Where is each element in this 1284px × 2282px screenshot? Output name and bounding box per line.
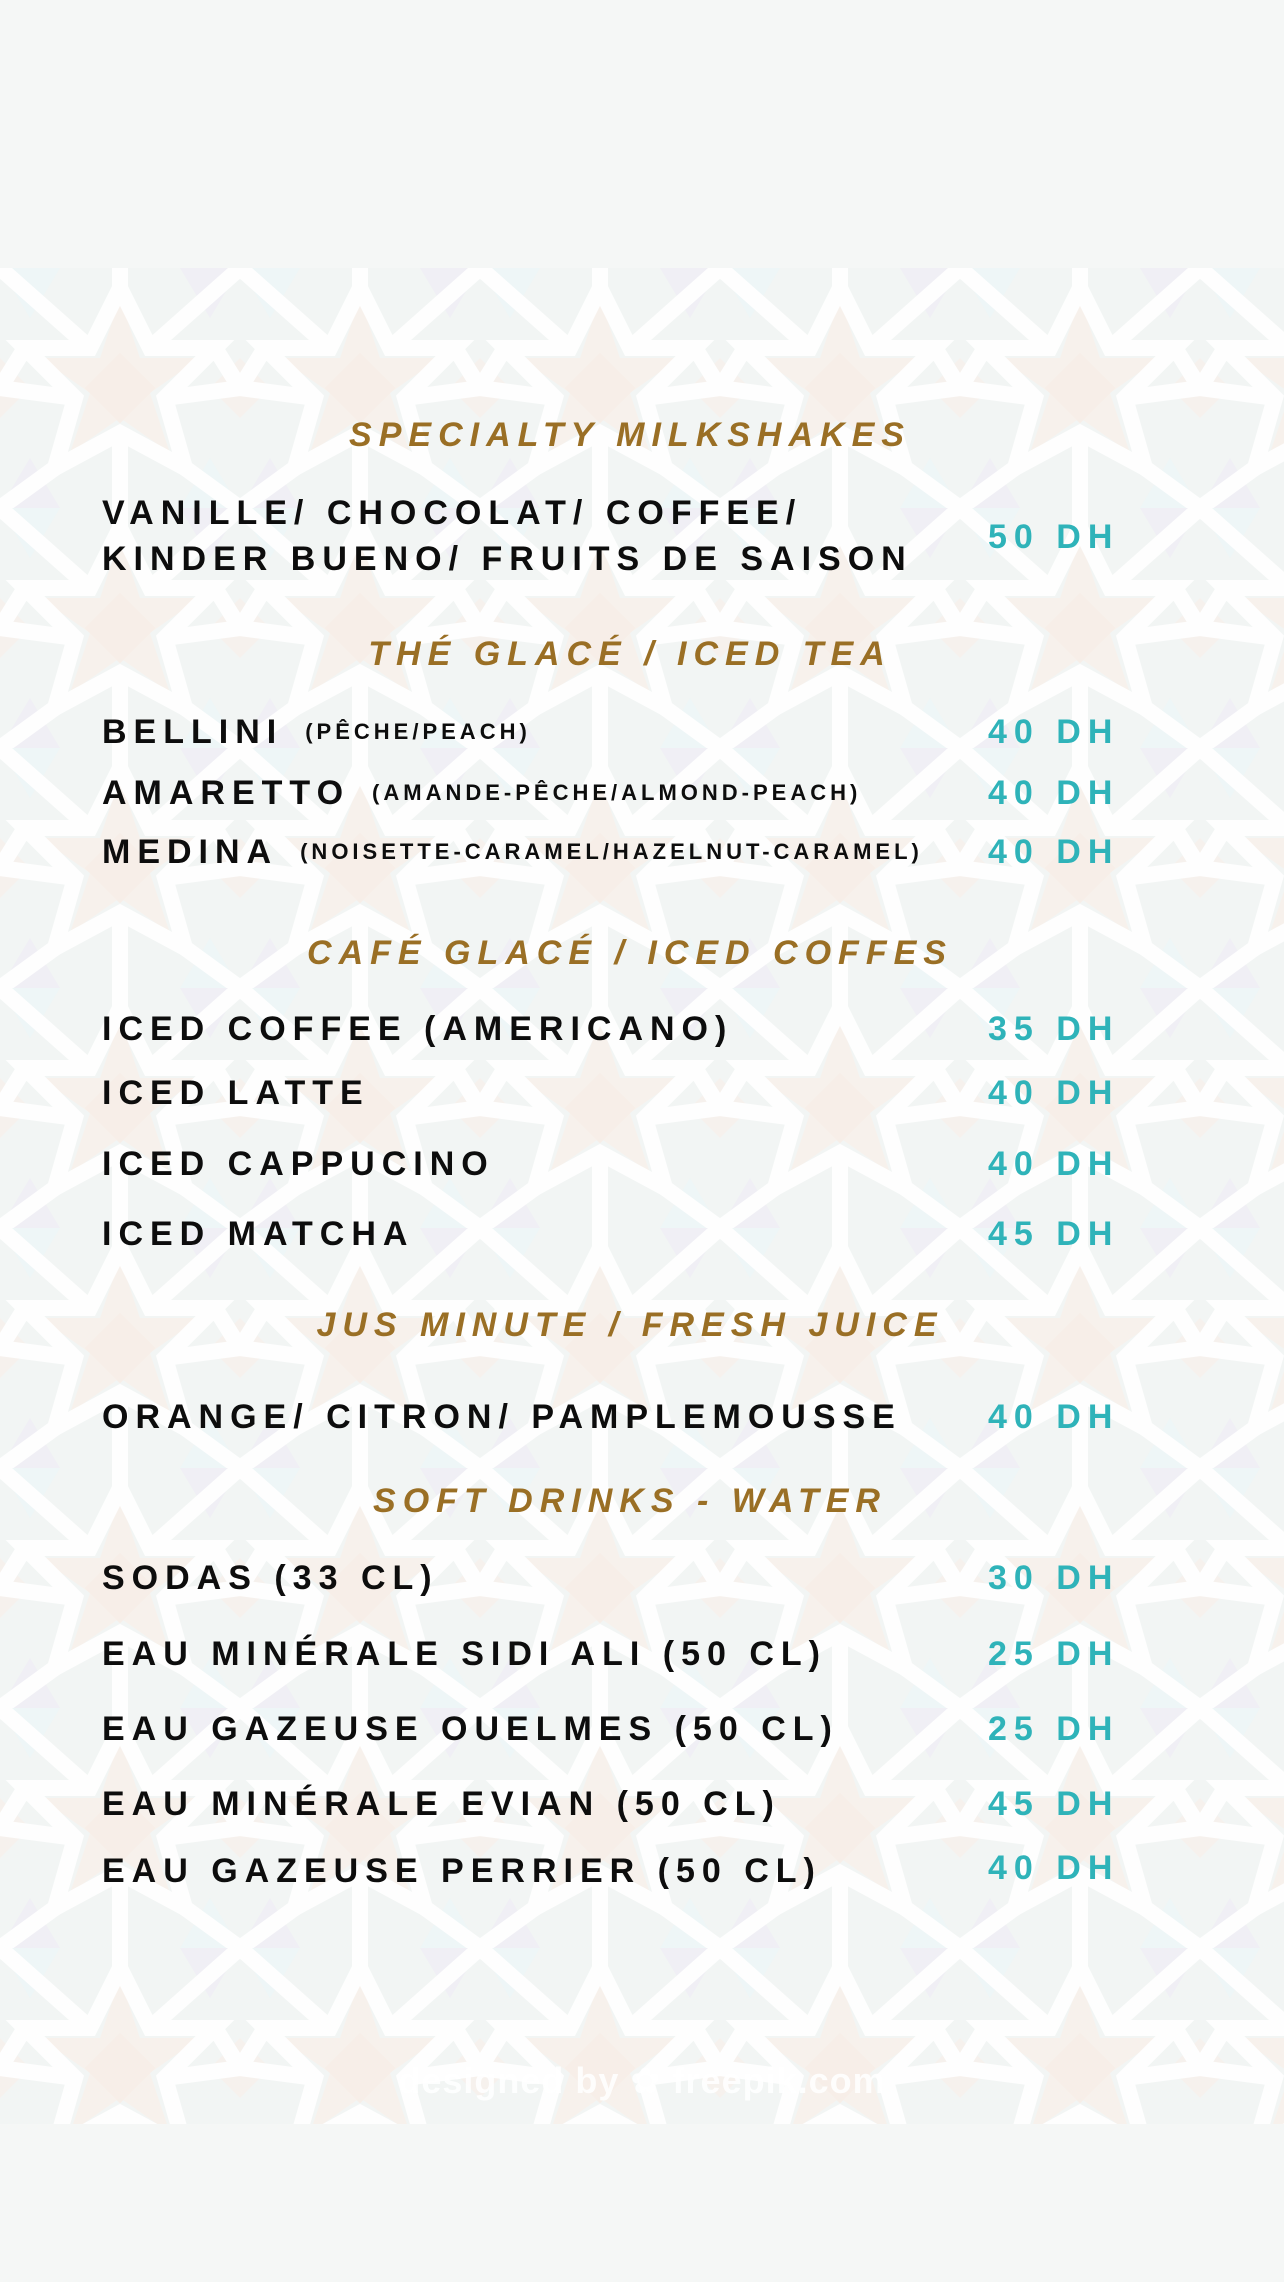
section-title-iced-tea: THÉ GLACÉ / ICED TEA — [368, 635, 892, 673]
price-amaretto: 40 DH — [988, 774, 1120, 812]
item-iced-matcha: ICED MATCHA — [102, 1215, 415, 1253]
item-iced-latte: ICED LATTE — [102, 1074, 370, 1112]
item-fresh-juice: ORANGE/ CITRON/ PAMPLEMOUSSE — [102, 1398, 902, 1436]
price-medina: 40 DH — [988, 833, 1120, 871]
item-bellini — [102, 709, 531, 755]
item-name: BELLINI — [102, 713, 284, 751]
menu-content — [0, 268, 1284, 2124]
item-medina — [102, 829, 923, 875]
item-perrier: EAU GAZEUSE PERRIER (50 CL) — [102, 1852, 822, 1890]
menu-panel — [0, 268, 1284, 2124]
section-title-iced-coffees: CAFÉ GLACÉ / ICED COFFES — [307, 934, 953, 972]
item-iced-cappucino: ICED CAPPUCINO — [102, 1145, 495, 1183]
item-iced-coffee: ICED COFFEE (AMERICANO) — [102, 1010, 734, 1048]
item-note: (PÊCHE/PEACH) — [305, 719, 531, 744]
price-ouelmes: 25 DH — [988, 1710, 1120, 1748]
item-ouelmes: EAU GAZEUSE OUELMES (50 CL) — [102, 1710, 839, 1748]
price-bellini: 40 DH — [988, 713, 1120, 751]
item-name: AMARETTO — [102, 774, 351, 812]
item-note: (NOISETTE-CARAMEL/HAZELNUT-CARAMEL) — [300, 839, 923, 864]
section-title-milkshakes: SPECIALTY MILKSHAKES — [349, 416, 911, 454]
item-milkshakes-line2: KINDER BUENO/ FRUITS DE SAISON — [102, 540, 913, 578]
price-perrier: 40 DH — [988, 1849, 1120, 1887]
price-milkshakes: 50 DH — [988, 518, 1120, 556]
item-sidi-ali: EAU MINÉRALE SIDI ALI (50 CL) — [102, 1635, 827, 1673]
item-evian: EAU MINÉRALE EVIAN (50 CL) — [102, 1785, 781, 1823]
price-iced-coffee: 35 DH — [988, 1010, 1120, 1048]
section-title-fresh-juice: JUS MINUTE / FRESH JUICE — [316, 1306, 944, 1344]
price-sidi-ali: 25 DH — [988, 1635, 1120, 1673]
price-iced-matcha: 45 DH — [988, 1215, 1120, 1253]
item-name: MEDINA — [102, 833, 279, 871]
price-evian: 45 DH — [988, 1785, 1120, 1823]
price-iced-cappucino: 40 DH — [988, 1145, 1120, 1183]
item-amaretto — [102, 770, 861, 816]
item-note: (AMANDE-PÊCHE/ALMOND-PEACH) — [372, 780, 862, 805]
watermark: designed by ✿ freepik.com — [398, 2060, 886, 2101]
section-title-soft-drinks: SOFT DRINKS - WATER — [373, 1482, 887, 1520]
price-fresh-juice: 40 DH — [988, 1398, 1120, 1436]
item-sodas: SODAS (33 CL) — [102, 1559, 439, 1597]
price-sodas: 30 DH — [988, 1559, 1120, 1597]
price-iced-latte: 40 DH — [988, 1074, 1120, 1112]
item-milkshakes-line1: VANILLE/ CHOCOLAT/ COFFEE/ — [102, 494, 803, 532]
